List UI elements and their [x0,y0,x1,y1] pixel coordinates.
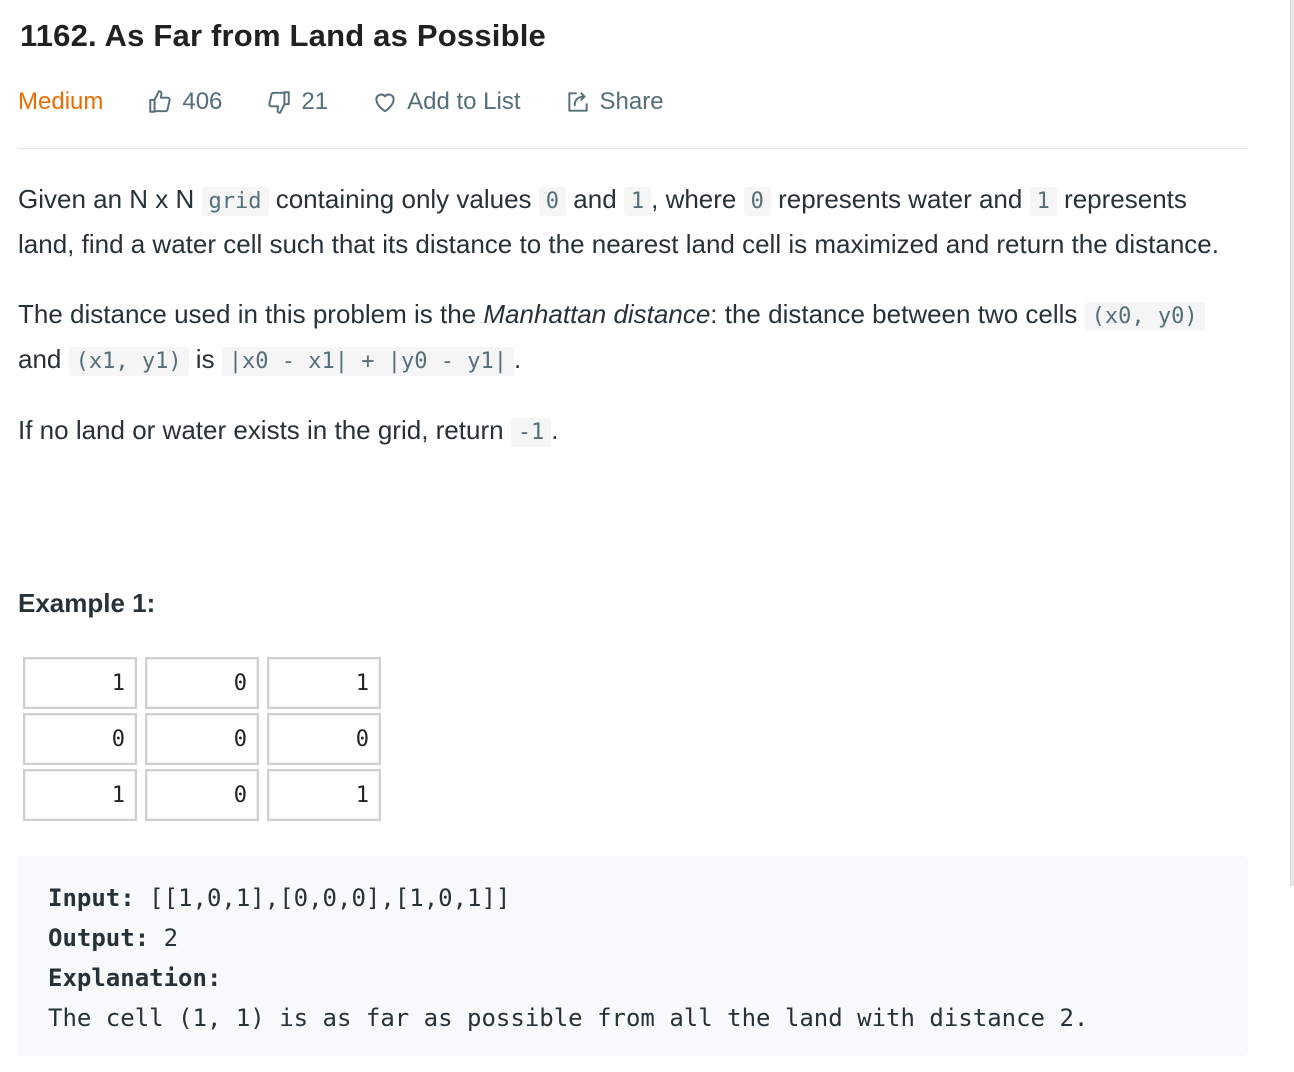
text: Given an N x N [18,184,202,214]
example-title: Example 1: [18,588,156,618]
text: The distance used in this problem is the [18,299,484,329]
difficulty-badge: Medium [18,88,104,115]
inline-code: grid [202,187,269,216]
text: . [551,415,559,445]
grid-cell: 0 [145,713,259,765]
grid-cell: 0 [145,769,259,821]
text: and [18,344,69,374]
grid-cell: 1 [267,769,381,821]
grid-cell: 0 [267,713,381,765]
inline-code: 0 [744,187,771,216]
thumbs-down-icon [266,89,292,115]
problem-description [18,178,1248,454]
like-count: 406 [182,88,223,115]
text: , where [651,184,744,214]
grid-cell: 1 [267,657,381,709]
example-output-line [48,918,1218,958]
description-paragraph-1 [18,178,1248,265]
share-label: Share [599,88,664,115]
text: : the distance between two cells [710,299,1085,329]
inline-code: (x1, y1) [69,347,189,376]
like-button[interactable] [147,88,222,116]
inline-code: -1 [511,418,552,447]
text: is [188,344,222,374]
inline-code: 1 [624,187,651,216]
header-divider [18,148,1248,149]
problem-title: 1162. As Far from Land as Possible [20,18,546,53]
dislike-button[interactable] [266,88,328,116]
input-value: [[1,0,1],[0,0,0],[1,0,1]] [134,884,511,912]
example-input-line [48,878,1218,918]
output-label: Output: [48,924,150,952]
inline-code: |x0 - x1| + |y0 - y1| [222,347,514,376]
grid-cell: 1 [23,657,137,709]
inline-code: 0 [539,187,566,216]
grid-cell: 1 [23,769,137,821]
text: . [513,344,522,374]
heart-icon [372,89,398,115]
grid-cell: 0 [145,657,259,709]
input-label: Input: [48,884,135,912]
description-paragraph-3 [18,409,1248,454]
scrollbar-edge [1290,0,1294,886]
text: and [566,184,624,214]
inline-code: (x0, y0) [1085,302,1205,331]
inline-code: 1 [1030,187,1057,216]
dislike-count: 21 [301,88,329,115]
explanation-label: Explanation: [48,964,222,992]
example-explanation-text: The cell (1, 1) is as far as possible from all the land with distance 2. [48,1004,1089,1032]
add-to-list-button[interactable] [372,88,520,116]
text: represents land, find a water cell such that its distance to the nearest land cell is maximized and return the distance. [18,184,1219,259]
example-code-block [18,856,1248,1056]
description-paragraph-2 [18,293,1248,383]
share-icon [565,89,591,115]
share-button[interactable] [565,88,664,116]
output-value: 2 [149,924,179,952]
text: If no land or water exists in the grid, return [18,415,511,445]
thumbs-up-icon [147,89,173,115]
text: represents water and [770,184,1030,214]
example-explanation-label-line [48,958,1218,998]
text: containing only values [268,184,539,214]
add-to-list-label: Add to List [407,88,521,115]
emphasis-text: Manhattan distance [483,299,711,329]
problem-meta-bar [18,84,708,120]
grid-cell: 0 [23,713,137,765]
